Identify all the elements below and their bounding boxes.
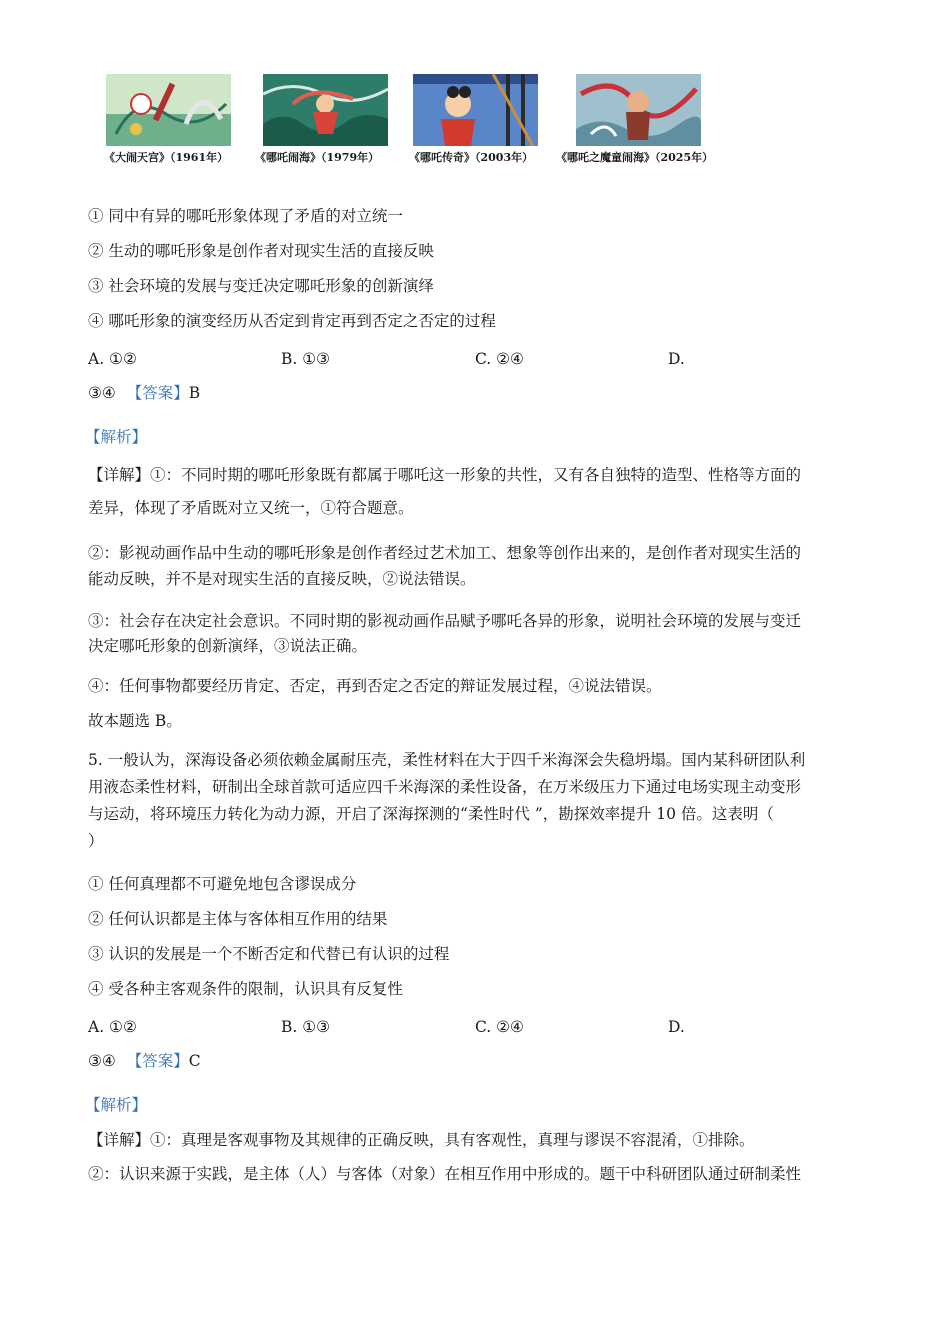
q5-stem: 5. 一般认为，深海设备必须依赖金属耐压壳，柔性材料在大于四千米海深会失稳坍塌。国内某科研团队利	[88, 751, 806, 769]
q4-option-2: ② 生动的哪吒形象是创作者对现实生活的直接反映	[88, 242, 434, 260]
monkey-king-illustration-icon	[106, 74, 231, 146]
q5-option-1: ① 任何真理都不可避免地包含谬误成分	[88, 875, 357, 893]
q4-detail-text: ①：不同时期的哪吒形象既有都属于哪吒这一形象的共性，又有各自独特的造型、性格等方面的	[150, 466, 802, 484]
q5-answer-label: 【答案】	[126, 1052, 189, 1070]
q5-option-4: ④ 受各种主客观条件的限制，认识具有反复性	[88, 980, 403, 998]
q5-choice-a: A. ①②	[88, 1018, 137, 1036]
q5-detail-line	[88, 1130, 755, 1150]
q5-answer-value: C	[188, 1052, 201, 1070]
q4-choice-b: B. ①③	[281, 350, 331, 368]
q5-analysis-label: 【解析】	[85, 1096, 148, 1114]
q4-choice-d: D.	[668, 350, 685, 368]
q5-option-3: ③ 认识的发展是一个不断否定和代替已有认识的过程	[88, 945, 450, 963]
q5-choice-c: C. ②④	[475, 1018, 524, 1036]
q4-answer-value: B	[188, 384, 201, 402]
q4-choice-c: C. ②④	[475, 350, 524, 368]
q5-detail-label: 【详解】	[88, 1131, 151, 1149]
image-nezha-chuanqi	[413, 74, 538, 146]
q5-answer-line	[88, 1051, 201, 1071]
q5-stem: 与运动，将环境压力转化为动力源，开启了深海探测的“柔性时代 ”，勘探效率提升 10 倍。这表明（	[88, 805, 774, 823]
q5-choice-d-tail: ③④	[88, 1052, 116, 1070]
q4-detail-line	[88, 465, 801, 485]
image-nezha-motong	[576, 74, 701, 146]
nezha-sea-illustration-icon	[263, 74, 388, 146]
q5-detail-text: ①：真理是客观事物及其规律的正确反映，具有客观性，真理与谬误不容混淆，①排除。	[150, 1131, 755, 1149]
image-caption: 《哪吒之魔童闹海》（2025年）	[556, 151, 714, 164]
image-nezha-naohai	[263, 74, 388, 146]
q4-option-1: ① 同中有异的哪吒形象体现了矛盾的对立统一	[88, 207, 403, 225]
q4-detail-text: 能动反映，并不是对现实生活的直接反映，②说法错误。	[88, 570, 476, 588]
q4-analysis-label: 【解析】	[85, 428, 148, 446]
q4-option-4: ④ 哪吒形象的演变经历从否定到肯定再到否定之否定的过程	[88, 312, 496, 330]
image-caption: 《哪吒闹海》（1979年）	[255, 151, 380, 164]
q5-stem: 用液态柔性材料，研制出全球首款可适应四千米海深的柔性设备，在万米级压力下通过电场实现主动变形	[88, 778, 802, 796]
q5-detail-text: ②：认识来源于实践，是主体（人）与客体（对象）在相互作用中形成的。题干中科研团队通过研制柔性	[88, 1165, 802, 1183]
image-caption: 《大闹天宫》（1961年）	[104, 151, 229, 164]
q4-choice-d-tail: ③④	[88, 384, 116, 402]
q4-detail-text: 差异，体现了矛盾既对立又统一，①符合题意。	[88, 499, 414, 517]
q4-detail-text: 决定哪吒形象的创新演绎，③说法正确。	[88, 637, 368, 655]
q5-option-2: ② 任何认识都是主体与客体相互作用的结果	[88, 910, 388, 928]
nezha-demon-child-illustration-icon	[576, 74, 701, 146]
q4-detail-text: ②：影视动画作品中生动的哪吒形象是创作者经过艺术加工、想象等创作出来的，是创作者对现实生活的	[88, 544, 802, 562]
q4-detail-text: ④：任何事物都要经历肯定、否定，再到否定之否定的辩证发展过程，④说法错误。	[88, 677, 662, 695]
q4-conclusion: 故本题选 B。	[88, 712, 182, 730]
q4-answer-label: 【答案】	[126, 384, 189, 402]
q4-choice-a: A. ①②	[88, 350, 137, 368]
q5-choice-d: D.	[668, 1018, 685, 1036]
image-caption: 《哪吒传奇》（2003年）	[409, 151, 534, 164]
q5-choice-b: B. ①③	[281, 1018, 331, 1036]
q4-detail-text: ③：社会存在决定社会意识。不同时期的影视动画作品赋予哪吒各异的形象，说明社会环境的发展与变迁	[88, 612, 802, 630]
q4-detail-label: 【详解】	[88, 466, 151, 484]
nezha-legend-illustration-icon	[413, 74, 538, 146]
q4-answer-line	[88, 383, 200, 403]
q4-option-3: ③ 社会环境的发展与变迁决定哪吒形象的创新演绎	[88, 277, 434, 295]
q5-stem: ）	[88, 832, 104, 850]
image-dahao-tiangong	[106, 74, 231, 146]
